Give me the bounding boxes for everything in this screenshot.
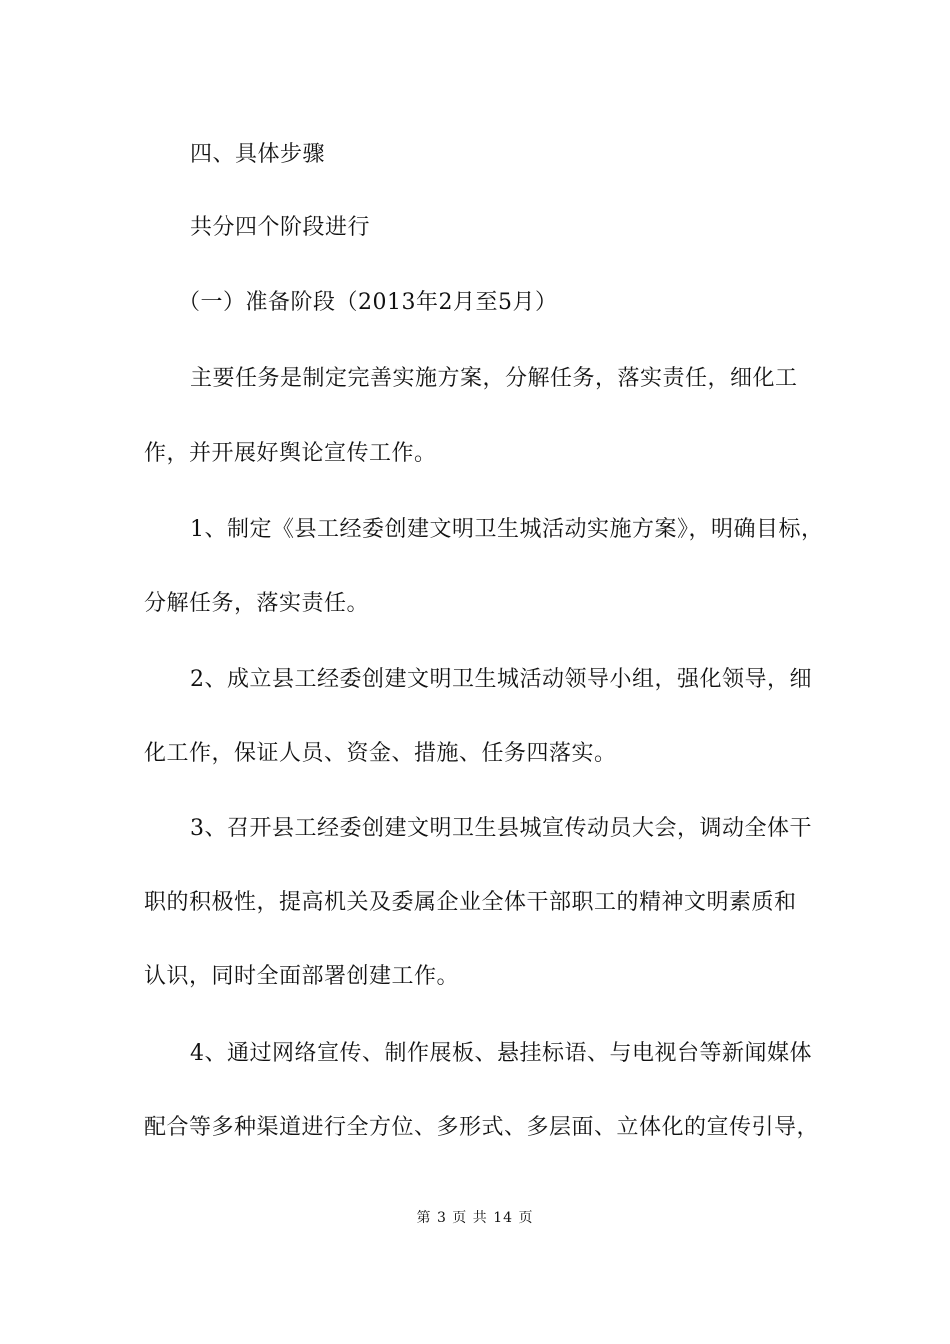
- paragraph-line: 共分四个阶段进行: [190, 215, 371, 240]
- paragraph-line: 1、制定《县工经委创建文明卫生城活动实施方案》，明确目标，: [190, 517, 824, 542]
- paragraph-line: 3、召开县工经委创建文明卫生县城宣传动员大会，调动全体干: [190, 816, 812, 841]
- paragraph-line: 主要任务是制定完善实施方案，分解任务，落实责任，细化工: [190, 366, 798, 391]
- paragraph-line: 认识，同时全面部署创建工作。: [144, 964, 460, 989]
- paragraph-line: 2、成立县工经委创建文明卫生城活动领导小组，强化领导，细: [190, 667, 812, 692]
- paragraph-line: 职的积极性，提高机关及委属企业全体干部职工的精神文明素质和: [144, 890, 797, 915]
- page-number-footer: 第 3 页 共 14 页: [416, 1210, 534, 1226]
- subsection-heading: （一）准备阶段（2013年2月至5月）: [178, 290, 558, 315]
- paragraph-line: 分解任务，落实责任。: [144, 591, 370, 616]
- paragraph-line: 化工作，保证人员、资金、措施、任务四落实。: [144, 741, 617, 766]
- paragraph-line: 作，并开展好舆论宣传工作。: [144, 441, 437, 466]
- paragraph-line: 4、通过网络宣传、制作展板、悬挂标语、与电视台等新闻媒体: [190, 1041, 812, 1066]
- section-heading: 四、具体步骤: [190, 142, 326, 167]
- paragraph-line: 配合等多种渠道进行全方位、多形式、多层面、立体化的宣传引导，: [144, 1115, 820, 1140]
